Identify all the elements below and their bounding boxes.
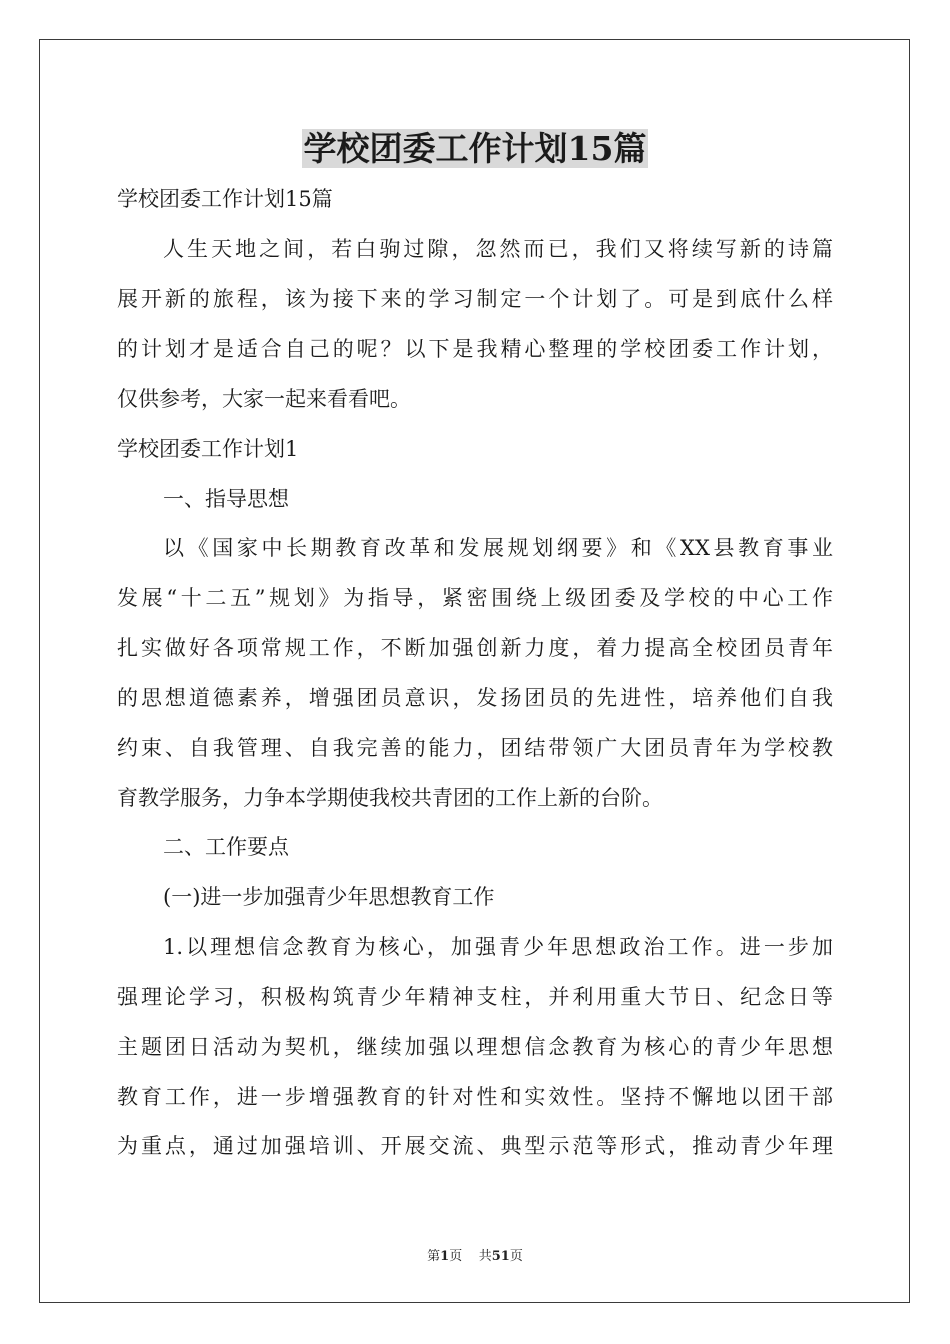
document-title [0,126,950,172]
total-unit: 页 [509,1249,523,1264]
body-line: 展开新的旅程，该为接下来的学习制定一个计划了。可是到底什么样 [117,287,833,311]
body-line: 约束、自我管理、自我完善的能力，团结带领广大团员青年为学校教 [117,736,833,760]
body-line: 1.以理想信念教育为核心，加强青少年思想政治工作。进一步加 [163,935,833,959]
body-line: 教育工作，进一步增强教育的针对性和实效性。坚持不懈地以团干部 [117,1085,833,1109]
body-line: 发展“十二五”规划》为指导，紧密围绕上级团委及学校的中心工作 [117,586,833,610]
body-line: 的思想道德素养，增强团员意识，发扬团员的先进性，培养他们自我 [117,686,833,710]
subtitle-line: 学校团委工作计划15篇 [117,187,333,211]
body-line: 育教学服务，力争本学期使我校共青团的工作上新的台阶。 [117,786,663,810]
body-line: 的计划才是适合自己的呢？以下是我精心整理的学校团委工作计划， [117,337,833,361]
body-line: 人生天地之间，若白驹过隙，忽然而已，我们又将续写新的诗篇 [163,237,833,261]
body-line: 仅供参考，大家一起来看看吧。 [117,387,411,411]
page-prefix: 第 [427,1249,441,1264]
body-line: 为重点，通过加强培训、开展交流、典型示范等形式，推动青少年理 [117,1134,833,1158]
body-line: 以《国家中长期教育改革和发展规划纲要》和《XX县教育事业 [163,536,833,560]
page-footer [0,1248,950,1266]
total-prefix: 共 [478,1249,492,1264]
document-title-text: 学校团委工作计划15篇 [303,129,647,168]
subsection-heading: (一)进一步加强青少年思想教育工作 [163,885,495,909]
body-line: 扎实做好各项常规工作，不断加强创新力度，着力提高全校团员青年 [117,636,833,660]
body-line: 强理论学习，积极构筑青少年精神支柱，并利用重大节日、纪念日等 [117,985,833,1009]
subsection-heading: 一、指导思想 [163,487,289,511]
total-pages: 51 [491,1249,510,1264]
section-heading: 学校团委工作计划1 [117,437,299,461]
page-unit: 页 [449,1249,463,1264]
body-line: 主题团日活动为契机，继续加强以理想信念教育为核心的青少年思想 [117,1035,833,1059]
subsection-heading: 二、工作要点 [163,835,289,859]
page-number: 1 [440,1249,450,1264]
page-border [39,39,910,1303]
